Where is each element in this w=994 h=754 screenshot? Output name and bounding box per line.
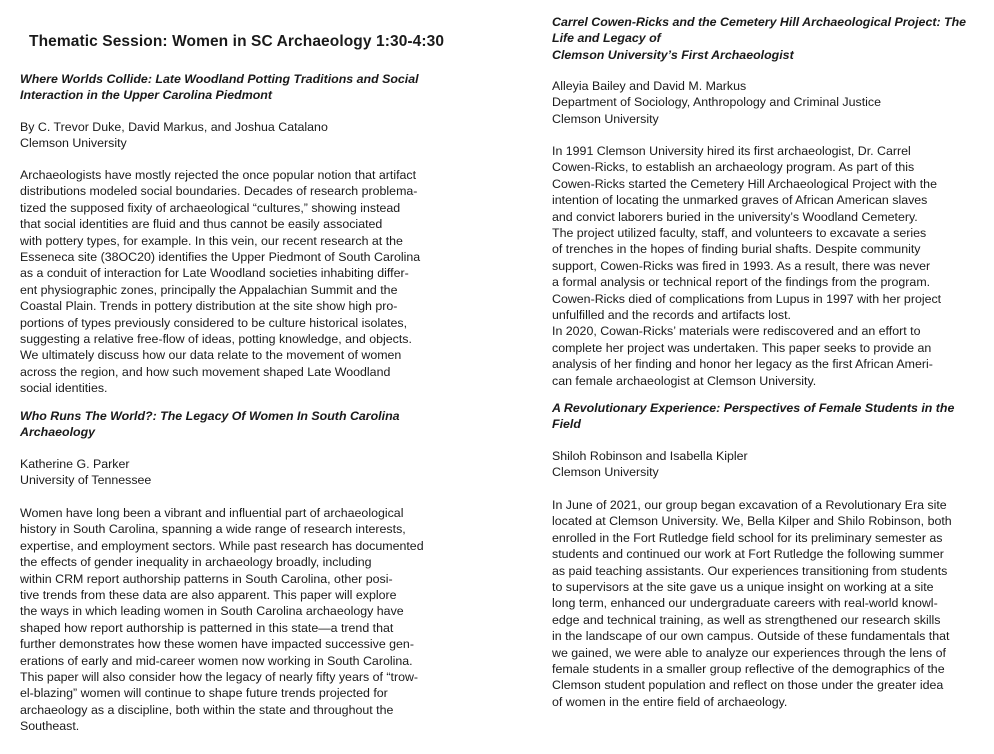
- abstract-line: el-blazing” women will continue to shape future trends projected for: [20, 686, 388, 701]
- abstract-line: edge and technical training, as well as strengthened our research skills: [552, 612, 941, 627]
- paper-4-byline: [552, 448, 982, 481]
- abstract-line: tive trends from these data are also apparent. This paper will explore: [20, 588, 397, 603]
- abstract-line: Esseneca site (38OC20) identifies the Upper Piedmont of South Carolina: [20, 250, 421, 265]
- abstract-line: expertise, and employment sectors. While past research has documented: [20, 538, 424, 553]
- abstract-line: Cowen-Ricks, to establish an archaeology program. As part of this: [552, 160, 915, 175]
- abstract-line: intention of locating the unmarked graves of African American slaves: [552, 193, 928, 208]
- paper-2-authors: Katherine G. Parker: [20, 457, 130, 471]
- abstract-line: social identities.: [20, 381, 108, 396]
- paper-2-affiliation: University of Tennessee: [20, 473, 152, 488]
- paper-3-title: [552, 14, 982, 63]
- paper-1-abstract: [20, 167, 460, 397]
- abstract-paragraph: [552, 143, 982, 323]
- abstract-line: students and continued our work at Fort Rutledge the following summer: [552, 547, 944, 562]
- abstract-paragraph: [20, 505, 460, 735]
- abstract-line: Clemson student population and reflect on those under the greater idea: [552, 678, 944, 693]
- abstract-line: further demonstrates how these women have impacted successive gen-: [20, 637, 414, 652]
- paper-1-byline: [20, 119, 460, 152]
- abstract-line: This paper will also consider how the legacy of nearly fifty years of “trow-: [20, 670, 419, 685]
- abstract-line: with pottery types, for example. In this vein, our recent research at the: [20, 233, 403, 248]
- abstract-line: In June of 2021, our group began excavation of a Revolutionary Era site: [552, 498, 947, 512]
- paper-3-affiliation: Department of Sociology, Anthropology and Criminal Justice: [552, 95, 881, 110]
- abstract-line: across the region, and how such movement shaped Late Woodland: [20, 364, 391, 379]
- abstract-line: as a conduit of interaction for Late Woodland societies inhabiting differ-: [20, 266, 409, 281]
- abstract-line: a formal analysis or technical report of the findings from the program.: [552, 275, 931, 290]
- abstract-line: shaped how report authorship is patterned in this state—a trend that: [20, 620, 394, 635]
- paper-1-affiliation: Clemson University: [20, 136, 127, 151]
- paper-4-title: [552, 400, 982, 433]
- abstract-paragraph: [20, 167, 460, 397]
- abstract-line: In 2020, Cowan-Ricks’ materials were rediscovered and an effort to: [552, 324, 921, 339]
- abstract-paragraph: [552, 497, 982, 710]
- title-line: Where Worlds Collide: Late Woodland Potting Traditions and Social: [20, 72, 419, 86]
- abstract-line: history in South Carolina, spanning a wide range of research interests,: [20, 522, 406, 537]
- abstract-line: located at Clemson University. We, Bella Kilper and Shilo Robinson, both: [552, 514, 952, 529]
- abstract-line: and convict laborers buried in the university’s Woodland Cemetery.: [552, 209, 918, 224]
- paper-3-affiliation: Clemson University: [552, 111, 659, 126]
- paper-3-byline: [552, 78, 982, 127]
- paper-4-affiliation: Clemson University: [552, 465, 659, 480]
- title-line: Carrel Cowen-Ricks and the Cemetery Hill Archaeological Project: The: [552, 15, 967, 29]
- abstract-line: We ultimately discuss how our data relate to the movement of women: [20, 348, 402, 363]
- paper-3-abstract: [552, 143, 982, 389]
- paper-2-byline: [20, 456, 460, 489]
- abstract-line: complete her project was undertaken. This paper seeks to provide an: [552, 340, 932, 355]
- abstract-line: as paid teaching assistants. Our experiences transitioning from students: [552, 563, 948, 578]
- abstract-line: long term, enhanced our undergraduate careers with real-world knowl-: [552, 596, 938, 611]
- abstract-line: tized the supposed fixity of archaeological “cultures,” showing instead: [20, 200, 401, 215]
- abstract-line: Coastal Plain. Trends in pottery distribution at the site show high pro-: [20, 299, 398, 314]
- abstract-line: support, Cowen-Ricks was fired in 1993. As a result, there was never: [552, 258, 931, 273]
- abstract-line: the effects of gender inequality in archaeology broadly, including: [20, 555, 372, 570]
- session-title: Thematic Session: Women in SC Archaeology 1:30-4:30: [29, 33, 445, 50]
- paper-2-title: [20, 408, 460, 441]
- paper-2-abstract: [20, 505, 460, 735]
- abstract-line: The project utilized faculty, staff, and volunteers to excavate a series: [552, 226, 927, 241]
- abstract-line: Women have long been a vibrant and influential part of archaeological: [20, 506, 404, 520]
- abstract-line: of women in the entire field of archaeology.: [552, 694, 788, 709]
- abstract-line: Cowen-Ricks died of complications from Lupus in 1997 with her project: [552, 291, 942, 306]
- abstract-line: can female archaeologist at Clemson University.: [552, 373, 817, 388]
- abstract-line: archaeology as a discipline, both within the state and throughout the: [20, 702, 394, 717]
- abstract-line: that social identities are fluid and thus cannot be easily associated: [20, 217, 383, 232]
- abstract-line: the ways in which leading women in South Carolina archaeology have: [20, 604, 404, 619]
- abstract-line: In 1991 Clemson University hired its first archaeologist, Dr. Carrel: [552, 144, 911, 158]
- paper-1-title: [20, 71, 460, 104]
- paper-3-authors: Alleyia Bailey and David M. Markus: [552, 79, 747, 93]
- abstract-line: analysis of her finding and honor her legacy as the first African Ameri-: [552, 357, 933, 372]
- abstract-line: Archaeologists have mostly rejected the once popular notion that artifact: [20, 168, 417, 182]
- abstract-line: to supervisors at the site gave us a unique insight on working at a site: [552, 580, 934, 595]
- abstract-line: Southeast.: [20, 719, 80, 734]
- abstract-line: Cowen-Ricks started the Cemetery Hill Archaeological Project with the: [552, 176, 937, 191]
- title-line: Clemson University’s First Archaeologist: [552, 47, 794, 62]
- abstract-line: of trenches in the hopes of finding burial shafts. Despite community: [552, 242, 921, 257]
- paper-4-authors: Shiloh Robinson and Isabella Kipler: [552, 449, 748, 463]
- abstract-line: suggesting a relative free-flow of ideas, potting knowledge, and objects.: [20, 332, 412, 347]
- abstract-line: erations of early and mid-career women now working in South Carolina.: [20, 653, 413, 668]
- abstract-paragraph: [552, 323, 982, 389]
- abstract-line: ent physiographic zones, principally the Appalachian Summit and the: [20, 282, 398, 297]
- title-line: Who Runs The World?: The Legacy Of Women In South Carolina: [20, 409, 400, 423]
- abstract-line: unfulfilled and the records and artifacts lost.: [552, 308, 791, 323]
- abstract-line: enrolled in the Fort Rutledge field school for its preliminary semester as: [552, 530, 943, 545]
- paper-4-abstract: [552, 497, 982, 710]
- abstract-line: we gained, we were able to analyze our experiences through the lens of: [552, 645, 946, 660]
- title-line: Interaction in the Upper Carolina Piedmont: [20, 88, 272, 103]
- abstract-line: within CRM report authorship patterns in South Carolina, other posi-: [20, 571, 393, 586]
- abstract-line: in the landscape of our own campus. Outside of these fundamentals that: [552, 629, 950, 644]
- abstract-line: female students in a smaller group reflective of the demographics of the: [552, 662, 945, 677]
- title-line: Field: [552, 417, 581, 432]
- title-line: Archaeology: [20, 425, 96, 440]
- paper-1-authors: By C. Trevor Duke, David Markus, and Joshua Catalano: [20, 120, 328, 134]
- abstract-line: portions of types previously considered to be culture historical isolates,: [20, 315, 408, 330]
- abstract-line: distributions modeled social boundaries. Decades of research problema-: [20, 184, 418, 199]
- title-line: A Revolutionary Experience: Perspectives of Female Students in the: [552, 401, 955, 415]
- title-line: Life and Legacy of: [552, 31, 661, 46]
